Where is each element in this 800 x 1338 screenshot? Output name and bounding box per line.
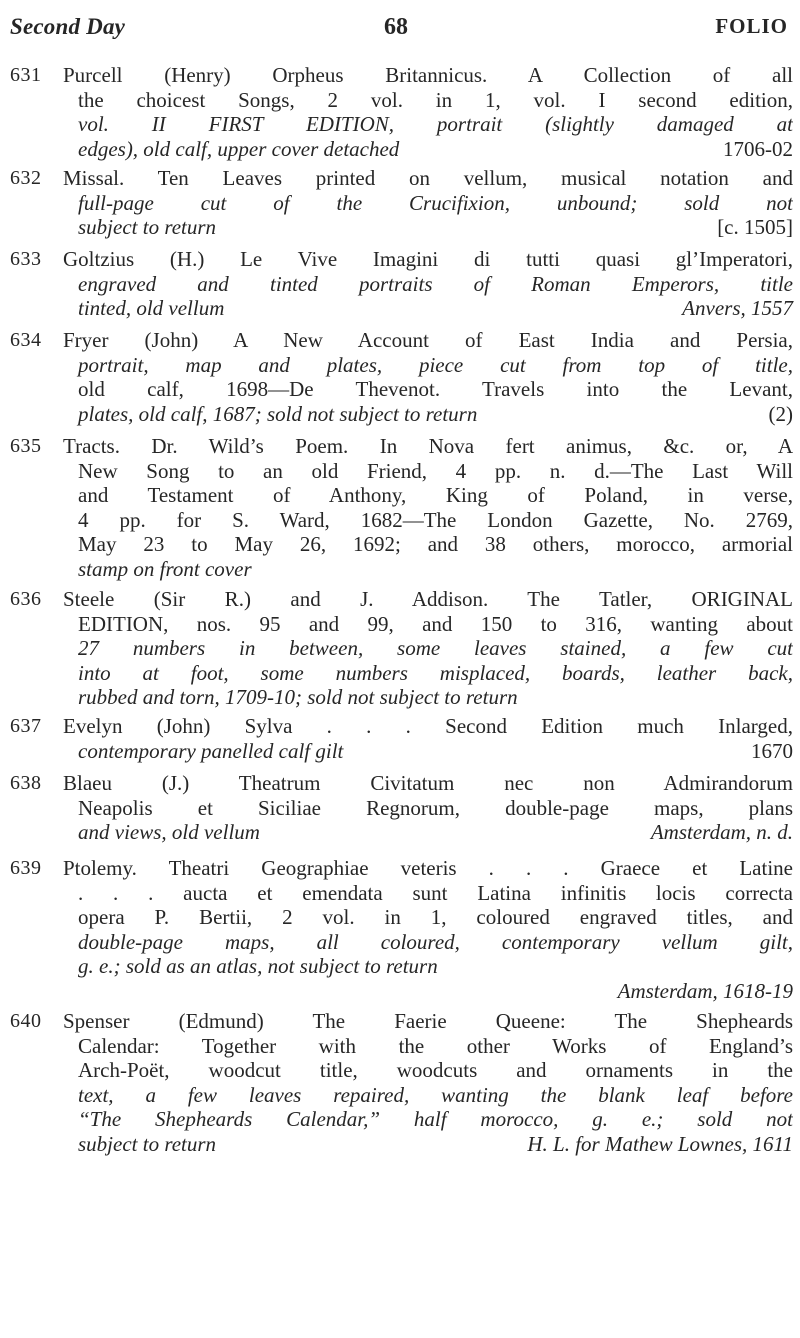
lot-line: “The Shepheards Calendar,” half morocco, g. e.; sold not xyxy=(78,1107,793,1132)
lot-line: . . . aucta et emendata sunt Latina infinitis locis correcta xyxy=(78,880,793,905)
lot-line: engraved and tinted portraits of Roman Emperors, title xyxy=(78,271,793,296)
running-head xyxy=(10,14,788,48)
lot-line: g. e.; sold as an atlas, not subject to return xyxy=(78,954,438,979)
lot-line: stamp on front cover xyxy=(78,556,252,581)
lot-number: 639 xyxy=(10,857,42,879)
lot-number: 640 xyxy=(10,1010,42,1032)
lot-imprint: Amsterdam, n. d. xyxy=(650,820,793,845)
lot-date: 1670 xyxy=(751,738,793,763)
lot-line: and Testament of Anthony, King of Poland, in verse, xyxy=(78,483,793,508)
lot-line: New Song to an old Friend, 4 pp. n. d.—The Last Will xyxy=(78,458,793,483)
lot-line: contemporary panelled calf gilt 1670 xyxy=(78,738,793,763)
lot-line: portrait, map and plates, piece cut from top of title, xyxy=(78,352,793,377)
lot-line: old calf, 1698—De Thevenot. Travels into the Levant, xyxy=(78,377,793,402)
lot-number: 636 xyxy=(10,588,42,610)
lot-line: 4 pp. for S. Ward, 1682—The London Gazette, No. 2769, xyxy=(78,507,793,532)
lot-line: Goltzius (H.) Le Vive Imagini di tutti quasi gl’Imperatori, xyxy=(63,247,793,271)
running-head-format: FOLIO xyxy=(715,14,788,38)
lot-line: Blaeu (J.) Theatrum Civitatum nec non Admirandorum xyxy=(63,771,793,795)
lot-description xyxy=(63,1009,793,1157)
lot-number: 634 xyxy=(10,329,42,351)
lot-line: tinted, old vellum Anvers, 1557 xyxy=(78,296,793,321)
lot-line: Neapolis et Siciliae Regnorum, double-page maps, plans xyxy=(78,795,793,820)
lot-line: the choicest Songs, 2 vol. in 1, vol. I second edition, xyxy=(78,87,793,112)
lot-line: and views, old vellum Amsterdam, n. d. xyxy=(78,820,793,845)
running-head-day: Second Day xyxy=(10,14,126,39)
page-number: 68 xyxy=(384,14,408,40)
lot-line: vol. II FIRST EDITION, portrait (slightly damaged at xyxy=(78,112,793,137)
lot-line: edges), old calf, upper cover detached 1706-02 xyxy=(78,136,793,161)
lot-quantity: (2) xyxy=(768,401,793,426)
lot-line: Calendar: Together with the other Works of England’s xyxy=(78,1033,793,1058)
lot-description xyxy=(63,328,793,426)
lot-line: text, a few leaves repaired, wanting the blank leaf before xyxy=(78,1082,793,1107)
lot-line: Ptolemy. Theatri Geographiae veteris . . . Graece et Latine xyxy=(63,856,793,880)
lot-line: subject to return H. L. for Mathew Lownes, 1611 xyxy=(78,1131,793,1156)
lot-line: Tracts. Dr. Wild’s Poem. In Nova fert animus, &c. or, A xyxy=(63,434,793,458)
lot-date: Anvers, 1557 xyxy=(682,296,793,321)
lot-number: 633 xyxy=(10,248,42,270)
lot-line: Fryer (John) A New Account of East India and Persia, xyxy=(63,328,793,352)
lot-line: Spenser (Edmund) The Faerie Queene: The Shepheards xyxy=(63,1009,793,1033)
lot-description xyxy=(63,856,793,1004)
lot-date: 1706-02 xyxy=(723,136,793,161)
lot-description xyxy=(63,166,793,240)
lot-description xyxy=(63,247,793,321)
lot-description xyxy=(63,771,793,845)
lot-line: plates, old calf, 1687; sold not subject to return (2) xyxy=(78,401,793,426)
lot-description xyxy=(63,587,793,710)
lot-line: EDITION, nos. 95 and 99, and 150 to 316, wanting about xyxy=(78,611,793,636)
lot-number: 635 xyxy=(10,435,42,457)
lot-line: May 23 to May 26, 1692; and 38 others, morocco, armorial xyxy=(78,532,793,557)
lot-line: into at foot, some numbers misplaced, boards, leather back, xyxy=(78,660,793,685)
lot-line: Evelyn (John) Sylva . . . Second Edition much Inlarged, xyxy=(63,714,793,738)
lot-imprint: H. L. for Mathew Lownes, 1611 xyxy=(527,1131,793,1156)
lot-line: Arch-Poët, woodcut title, woodcuts and ornaments in the xyxy=(78,1058,793,1083)
lot-line: subject to return [c. 1505] xyxy=(78,215,793,240)
lot-line: Missal. Ten Leaves printed on vellum, musical notation and xyxy=(63,166,793,190)
lot-number: 632 xyxy=(10,167,42,189)
lot-line: Purcell (Henry) Orpheus Britannicus. A Collection of all xyxy=(63,63,793,87)
lot-imprint: Amsterdam, 1618-19 xyxy=(617,978,793,1003)
lot-description xyxy=(63,63,793,161)
lot-description xyxy=(63,714,793,763)
lot-number: 638 xyxy=(10,772,42,794)
lot-number: 637 xyxy=(10,715,42,737)
lot-line: double-page maps, all coloured, contemporary vellum gilt, xyxy=(78,929,793,954)
lot-line: 27 numbers in between, some leaves stained, a few cut xyxy=(78,636,793,661)
lot-line: Steele (Sir R.) and J. Addison. The Tatler, ORIGINAL xyxy=(63,587,793,611)
lot-date: [c. 1505] xyxy=(717,215,793,240)
lot-line: rubbed and torn, 1709-10; sold not subject to return xyxy=(78,685,518,710)
lot-description xyxy=(63,434,793,582)
lot-line: opera P. Bertii, 2 vol. in 1, coloured engraved titles, and xyxy=(78,905,793,930)
lot-line: full-page cut of the Crucifixion, unbound; sold not xyxy=(78,190,793,215)
lot-number: 631 xyxy=(10,64,42,86)
